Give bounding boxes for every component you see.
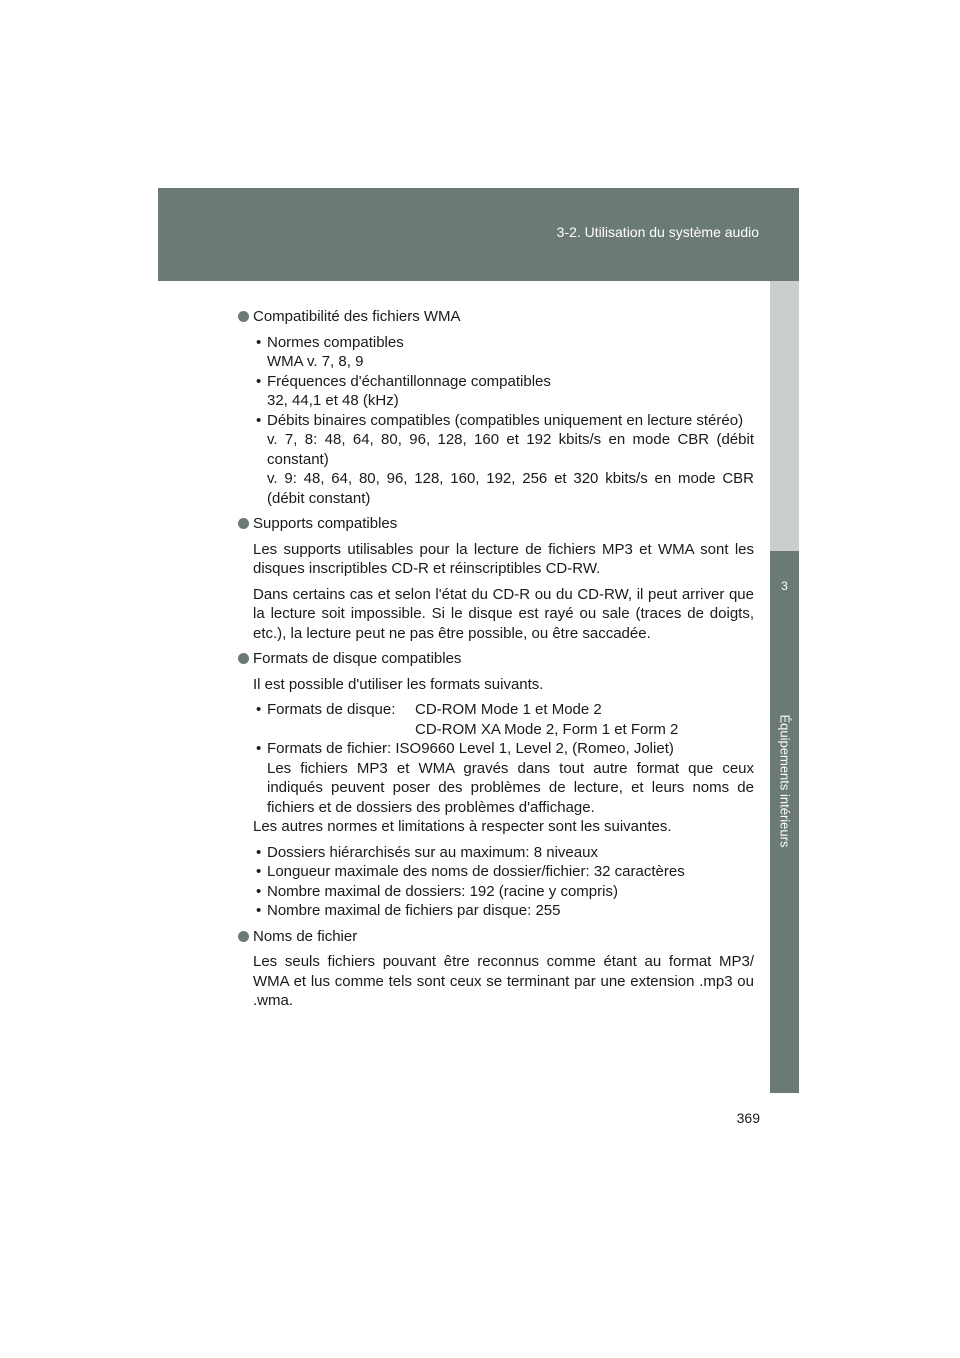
list-item: • Formats de disque: CD-ROM Mode 1 et Mode 2 CD-ROM XA Mode 2, Form 1 et Form 2 (256, 701, 679, 738)
list-item: • Fréquences d'échantillonnage compatibles 32, 44,1 et 48 (kHz) (256, 372, 551, 409)
list-item: • Débits binaires compatibles (compatibles uniquement en lecture stéréo) v. 7, 8: 48, 64, 80, 96, 128, 160 et 192 kbits/s en mode CBR (débit constant) v. 9: 48, 64, 80, 96, 128, 160, 192, 256 et 320 kbits/s en mode CBR (débit constant) (256, 411, 754, 507)
heading-disc-formats: Formats de disque compatibles (236, 649, 754, 669)
section-title: 3-2. Utilisation du système audio (556, 224, 759, 240)
page-number: 369 (736, 1110, 760, 1126)
supports-details (236, 540, 754, 644)
section-header (158, 188, 799, 281)
chapter-label: Équipements intérieurs (777, 714, 792, 848)
bullet-dot-icon (238, 518, 249, 529)
heading-wma-compatibility: Compatibilité des fichiers WMA (236, 307, 754, 327)
bullet-dot-icon (238, 931, 249, 942)
wma-list (253, 333, 754, 509)
limits-list (253, 843, 754, 921)
chapter-tab (770, 551, 799, 1093)
limits-intro: Les autres normes et limitations à respecter sont les suivantes. (253, 818, 672, 835)
heading-supports: Supports compatibles (236, 514, 754, 534)
wma-details (236, 333, 754, 509)
paragraph: Les supports utilisables pour la lecture de fichiers MP3 et WMA sont les disques inscriptibles CD-R et réinscriptibles CD-RW. (253, 540, 754, 577)
side-tab-spacer (770, 281, 799, 551)
formats-details (236, 675, 754, 921)
list-item: • Nombre maximal de dossiers: 192 (racine y compris) (256, 882, 618, 900)
list-item: • Nombre maximal de fichiers par disque: 255 (256, 902, 561, 919)
names-details (236, 952, 754, 1011)
heading-file-names: Noms de fichier (236, 927, 754, 947)
formats-list (253, 700, 754, 817)
paragraph: Il est possible d'utiliser les formats suivants. (253, 675, 544, 693)
paragraph: Les seuls fichiers pouvant être reconnus comme étant au format MP3/ WMA et lus comme tels sont ceux se terminant par une extension .mp3 ou .wma. (253, 953, 754, 1009)
chapter-number: 3 (781, 579, 788, 593)
bullet-dot-icon (238, 311, 249, 322)
list-item: • Formats de fichier: ISO9660 Level 1, Level 2, (Romeo, Joliet) Les fichiers MP3 et WMA gravés dans tout autre format que ceux indiqués peuvent poser des problèmes de lecture, et leurs noms de fichiers et de dossiers des problèmes d'affichage. (256, 740, 754, 816)
bullet-dot-icon (238, 653, 249, 664)
list-item: • Dossiers hiérarchisés sur au maximum: 8 niveaux (256, 843, 598, 861)
list-item: • Longueur maximale des noms de dossier/fichier: 32 caractères (256, 863, 685, 880)
paragraph: Dans certains cas et selon l'état du CD-R ou du CD-RW, il peut arriver que la lecture soit impossible. Si le disque est rayé ou sale (traces de doigts, etc.), la lecture peut ne pas être possible, ou être saccadée. (253, 585, 754, 642)
list-item: • Normes compatibles WMA v. 7, 8, 9 (256, 333, 404, 370)
page-content (236, 307, 754, 1011)
